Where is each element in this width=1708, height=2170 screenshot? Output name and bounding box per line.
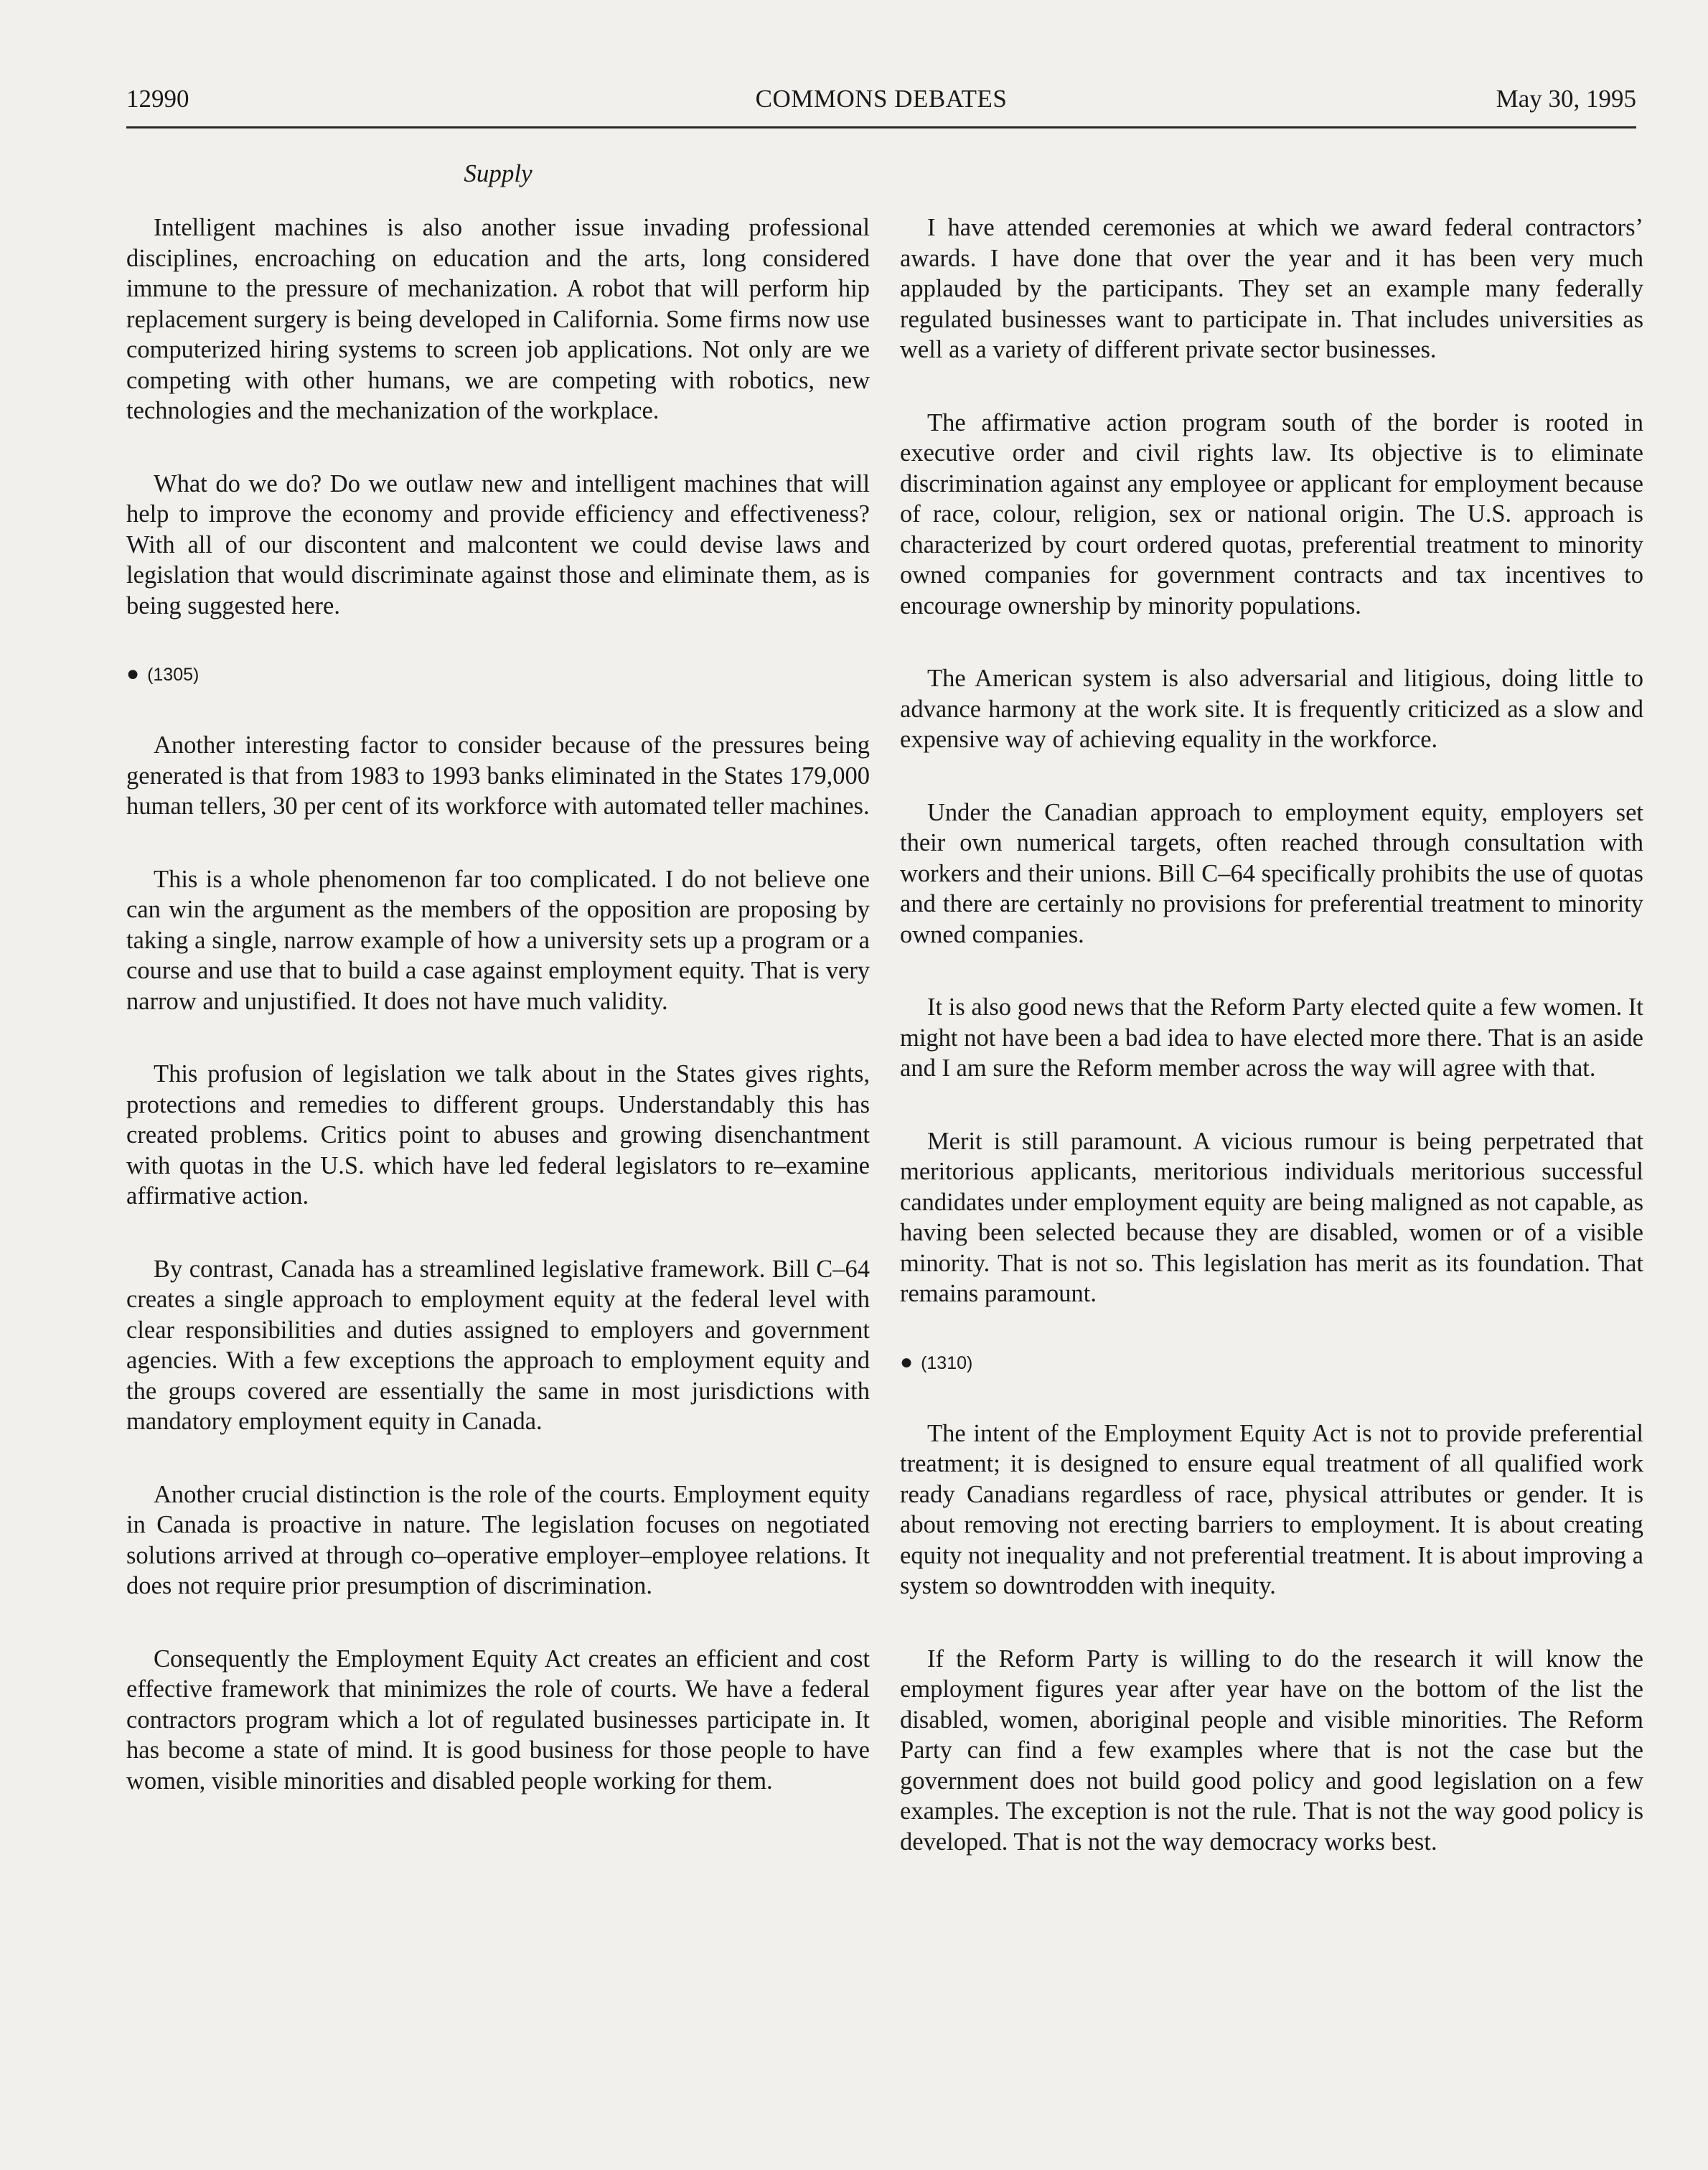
paragraph: It is also good news that the Reform Party elected quite a few women. It might not have been a bad idea to have elected more there. That is an aside and I am sure the Reform member across the way will agree with that. (900, 993, 1643, 1082)
issue-date: May 30, 1995 (1496, 85, 1636, 113)
paragraph: Intelligent machines is also another issue invading professional disciplines, encroaching on education and the arts, long considered immune to the pressure of mechanization. A robot that will perform hip replacement surgery is being developed in California. Some firms now use computerized hiring systems to screen job applications. Not only are we competing with other humans, we are competing with robotics, new technologies and the mechanization of the workplace. (126, 214, 870, 424)
paragraph: Merit is still paramount. A vicious rumour is being perpetrated that meritorious applicants, meritorious individuals meritorious successful candidates under employment equity are being maligned as not capable, as having been selected because they are disabled, women or of a visible minority. That is not so. This legislation has merit as its foundation. That remains paramount. (900, 1127, 1643, 1307)
paragraph: The intent of the Employment Equity Act is not to provide preferential treatment; it is designed to ensure equal treatment of all qualified work ready Canadians regardless of race, physical attributes or gender. It is about removing not erecting barriers to employment. It is about creating equity not inequality and not preferential treatment. It is about improving a system so downtrodden with inequity. (900, 1419, 1643, 1599)
running-head (126, 85, 1636, 128)
paragraph: Under the Canadian approach to employment equity, employers set their own numerical targets, often reached through consultation with workers and their unions. Bill C–64 specifically prohibits the use of quotas and there are certainly no provisions for preferential treatment to minority owned companies. (900, 798, 1643, 948)
time-marker (126, 663, 870, 686)
left-column (126, 212, 870, 1978)
time-marker (900, 1352, 1643, 1374)
header-rule (126, 126, 1636, 128)
bullet-icon: ● (900, 1350, 914, 1374)
paragraph: Another interesting factor to consider because of the pressures being generated is that from 1983 to 1993 banks eliminated in the States 179,000 human tellers, 30 per cent of its workforce with automated teller machines. (126, 731, 870, 820)
bullet-icon: ● (126, 662, 140, 686)
paragraph: Consequently the Employment Equity Act creates an efficient and cost effective framework that minimizes the role of courts. We have a federal contractors program which a lot of regulated businesses participate in. It has become a state of mind. It is good business for those people to have women, visible minorities and disabled people working for them. (126, 1645, 870, 1795)
section-label: Supply (464, 159, 532, 187)
paragraph: Another crucial distinction is the role of the courts. Employment equity in Canada is proactive in nature. The legislation focuses on negotiated solutions arrived at through co–operative employer–employee relations. It does not require prior presumption of discrimination. (126, 1480, 870, 1599)
paragraph: If the Reform Party is willing to do the research it will know the employment figures year after year have on the bottom of the list the disabled, women, aboriginal people and visible minorities. The Reform Party can find a few examples where that is not the case but the government does not build good policy and good legislation on a few examples. The exception is not the rule. That is not the way good policy is developed. That is not the way democracy works best. (900, 1645, 1643, 1856)
paragraph: This profusion of legislation we talk about in the States gives rights, protections and remedies to different groups. Understandably this has created problems. Critics point to abuses and growing disenchantment with quotas in the U.S. which have led federal legislators to re–examine affirmative action. (126, 1060, 870, 1210)
time-marker-label: (1310) (921, 1352, 973, 1373)
paragraph: I have attended ceremonies at which we award federal contractors’ awards. I have done that over the year and it has been very much applauded by the participants. They set an example many federally regulated businesses want to participate in. That includes universities as well as a variety of different private sector businesses. (900, 214, 1643, 363)
journal-title: COMMONS DEBATES (755, 85, 1008, 113)
right-column (900, 212, 1643, 1978)
page-number: 12990 (126, 85, 189, 113)
time-marker-label: (1305) (147, 665, 200, 685)
paragraph: By contrast, Canada has a streamlined legislative framework. Bill C–64 creates a single approach to employment equity at the federal level with clear responsibilities and duties assigned to employers and government agencies. With a few exceptions the approach to employment equity and the groups covered are essentially the same in most jurisdictions with mandatory employment equity in Canada. (126, 1255, 870, 1435)
paragraph: The American system is also adversarial and litigious, doing little to advance harmony at the work site. It is frequently criticized as a slow and expensive way of achieving equality in the workforce. (900, 665, 1643, 753)
paragraph: What do we do? Do we outlaw new and intelligent machines that will help to improve the economy and provide efficiency and effectiveness? With all of our discontent and malcontent we could devise laws and legislation that would discriminate against those and eliminate them, as is being suggested here. (126, 469, 870, 619)
paragraph: This is a whole phenomenon far too complicated. I do not believe one can win the argument as the members of the opposition are proposing by taking a single, narrow example of how a university sets up a program or a course and use that to build a case against employment equity. That is very narrow and unjustified. It does not have much validity. (126, 865, 870, 1015)
paragraph: The affirmative action program south of the border is rooted in executive order and civil rights law. Its objective is to eliminate discrimination against any employee or applicant for employment because of race, colour, religion, sex or national origin. The U.S. approach is characterized by court ordered quotas, preferential treatment to minority owned companies for government contracts and tax incentives to encourage ownership by minority populations. (900, 408, 1643, 619)
